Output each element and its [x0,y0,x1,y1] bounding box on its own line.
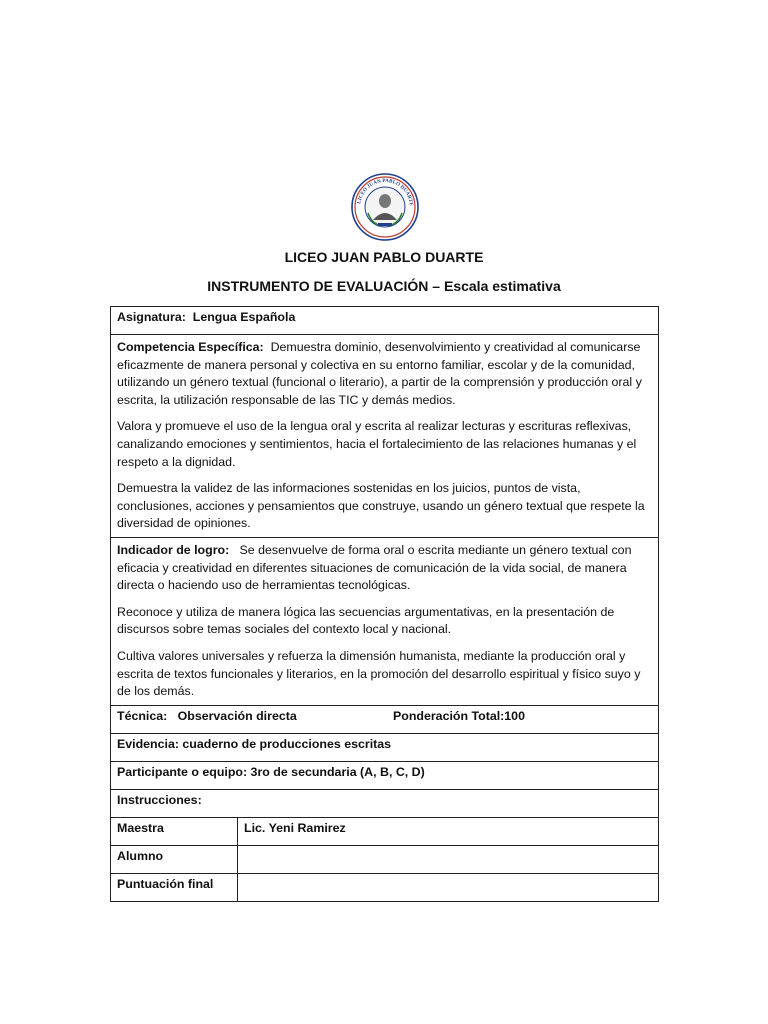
indicador-label: Indicador de logro: [117,542,230,557]
tecnica-label: Técnica: [117,708,168,723]
document-title-prefix: INSTRUMENTO DE EVALUACIÓN – [207,278,444,294]
instrucciones-row [111,789,659,817]
indicador-row [111,537,659,705]
evaluation-table [110,306,659,902]
evidencia-row [111,733,659,761]
school-name: LICEO JUAN PABLO DUARTE [284,249,484,265]
document-title-suffix: Escala estimativa [443,278,561,294]
indicador-paragraph-2: Reconoce y utiliza de manera lógica las secuencias argumentativas, en la presentación de discursos sobre temas sociales del contexto local y nacional. [117,604,615,637]
competencia-paragraph-1 [117,339,652,409]
ponderacion-total: Ponderación Total:100 [393,708,525,723]
tecnica-value: Observación directa [177,708,297,723]
puntuacion-row [111,873,659,901]
indicador-paragraph-3: Cultiva valores universales y refuerza la dimensión humanista, mediante la producción oral y escrita de textos funcionales y literarios, en la promoción del desarrollo espiritual y físico suyo y de los demás. [117,648,641,699]
instrucciones-label: Instrucciones: [111,789,659,817]
maestra-value: Lic. Yeni Ramirez [238,817,659,845]
alumno-value-field [238,845,659,873]
puntuacion-label: Puntuación final [111,873,238,901]
participante-row [111,761,659,789]
maestra-label: Maestra [111,817,238,845]
asignatura-row [111,307,659,335]
puntuacion-value-field [238,873,659,901]
alumno-label: Alumno [111,845,238,873]
competencia-text-1: Demuestra dominio, desenvolvimiento y creatividad al comunicarse eficazmente de manera personal y colectiva en su entorno familiar, escolar y de la comunidad, utilizando un género textual (funcional o literario), a partir de la comprensión y producción oral y escrita, la utilización responsable de las TIC y demás medios. [117,340,642,407]
indicador-text-1: Se desenvuelve de forma oral o escrita mediante un género textual con eficacia y creatividad en diferentes situaciones de comunicación de la vida social, de manera directa o haciendo uso de herramientas tecnológicas. [117,542,632,593]
evidencia-text: Evidencia: cuaderno de producciones escritas [111,733,659,761]
document-title [0,278,768,294]
maestra-row [111,817,659,845]
svg-text:LICEO JUAN PABLO DUARTE: LICEO JUAN PABLO DUARTE [356,177,415,207]
asignatura-label: Asignatura: [117,310,186,324]
competencia-row [111,335,659,538]
asignatura-value: Lengua Española [192,310,296,324]
school-seal-logo [351,173,419,241]
participante-text: Participante o equipo: 3ro de secundaria (A, B, C, D) [111,761,659,789]
indicador-paragraph-1 [117,542,652,595]
competencia-label: Competencia Específica: [117,340,264,354]
competencia-paragraph-3: Demuestra la validez de las informaciones sostenidas en los juicios, puntos de vista, conclusiones, acciones y pensamientos que construye, usando un género textual que respete la diversidad de opiniones. [117,481,645,531]
tecnica-row [111,705,659,733]
competencia-paragraph-2: Valora y promueve el uso de la lengua oral y escrita al realizar lecturas y escrituras reflexivas, canalizando emociones y sentimientos, hacia el fortalecimiento de las relaciones humanas y el respeto a la dignidad. [117,419,637,469]
alumno-row [111,845,659,873]
